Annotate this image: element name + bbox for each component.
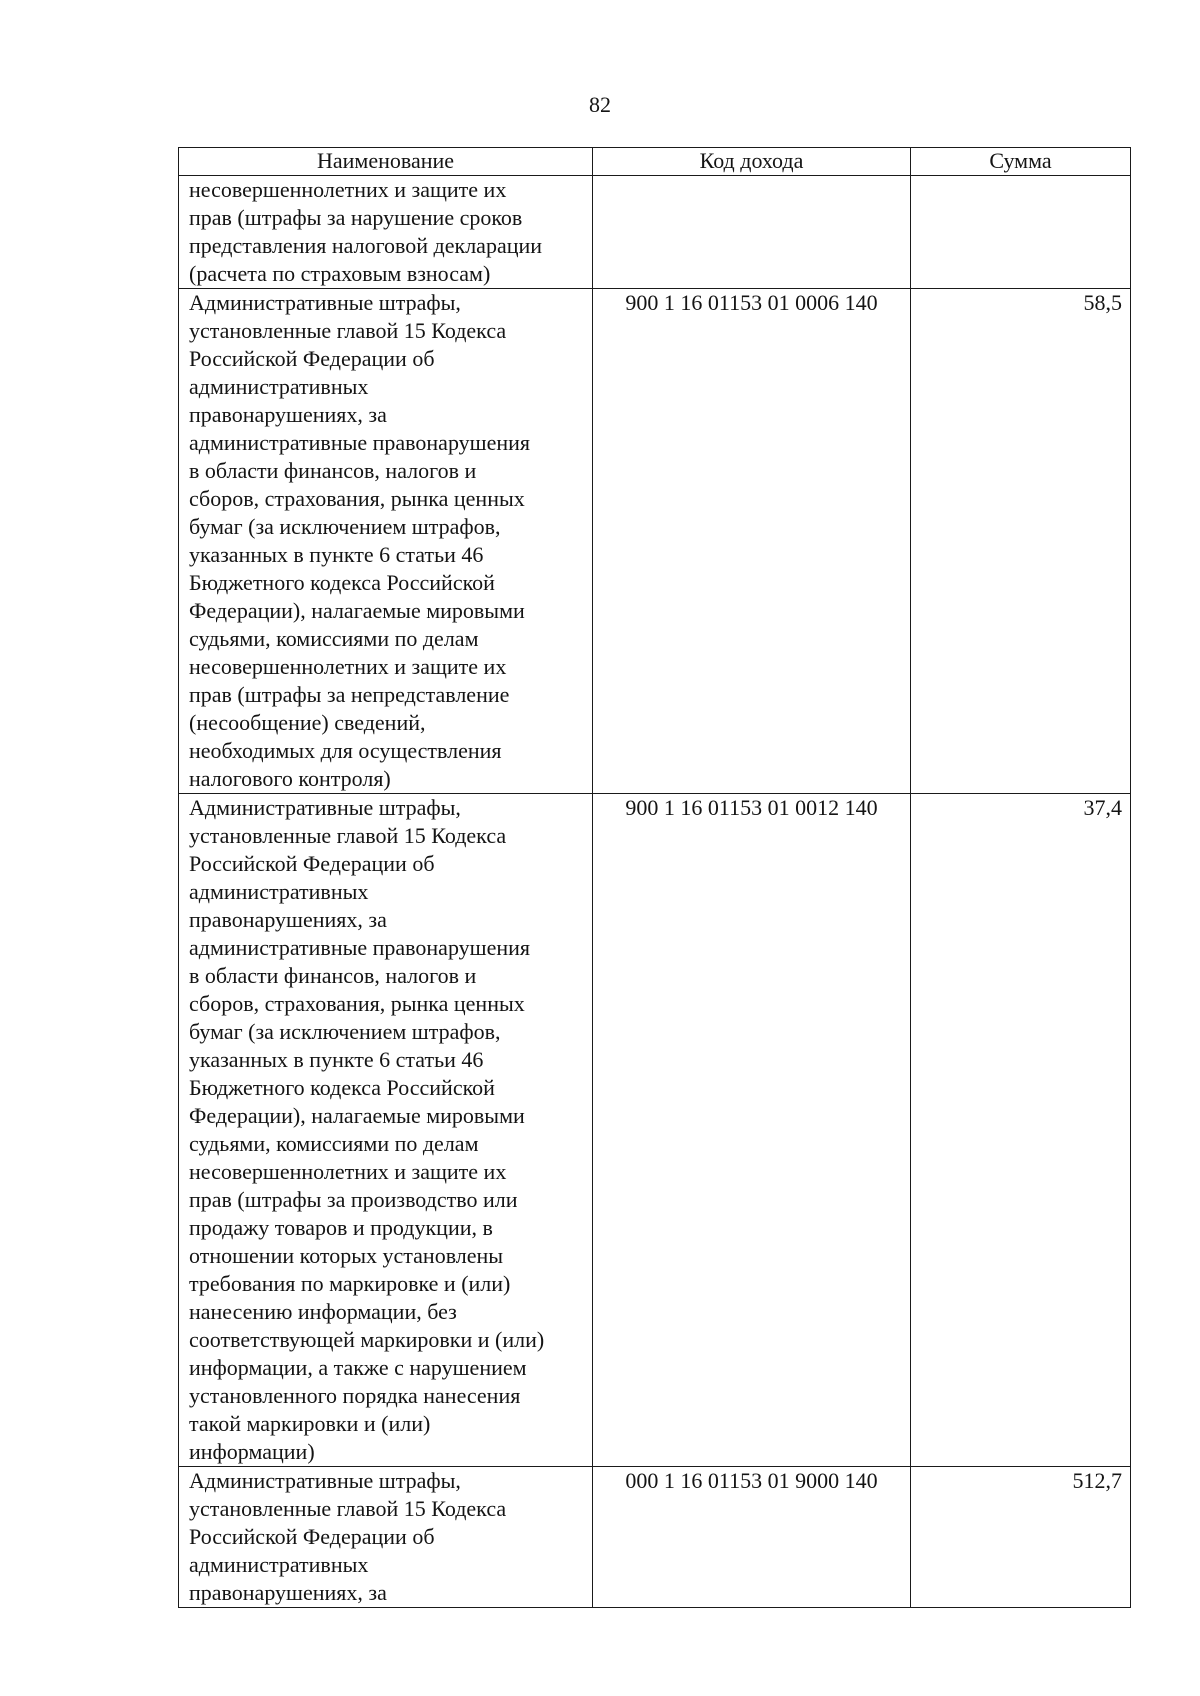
cell-name (179, 794, 593, 1467)
cell-name-line: установленные главой 15 Кодекса (189, 318, 507, 343)
cell-name-line: налогового контроля) (189, 766, 391, 791)
cell-name-line: в области финансов, налогов и (189, 963, 477, 988)
cell-name (179, 176, 593, 289)
cell-name-line: Федерации), налагаемые мировыми (189, 598, 525, 623)
cell-name-line: отношении которых установлены (189, 1243, 504, 1268)
cell-name-line: информации) (189, 1439, 315, 1464)
cell-name-line: несовершеннолетних и защите их (189, 177, 507, 202)
cell-revenue-code: 900 1 16 01153 01 0006 140 (593, 289, 911, 794)
cell-name-line: (расчета по страховым взносам) (189, 261, 491, 286)
cell-name-line: сборов, страхования, рынка ценных (189, 486, 525, 511)
cell-name-line: установленные главой 15 Кодекса (189, 823, 507, 848)
cell-name-line: административных (189, 879, 369, 904)
cell-name-line: правонарушениях, за (189, 402, 387, 427)
table-body (179, 176, 1131, 1608)
cell-name-line: нанесению информации, без (189, 1299, 457, 1324)
cell-name-line: несовершеннолетних и защите их (189, 1159, 507, 1184)
cell-revenue-code: 900 1 16 01153 01 0012 140 (593, 794, 911, 1467)
cell-name-line: установленные главой 15 Кодекса (189, 1496, 507, 1521)
cell-name-line: представления налоговой декларации (189, 233, 543, 258)
cell-name-line: несовершеннолетних и защите их (189, 654, 507, 679)
cell-name-line: Российской Федерации об (189, 1524, 435, 1549)
cell-name (179, 1467, 593, 1608)
cell-name-text (189, 1467, 588, 1607)
cell-name-line: Бюджетного кодекса Российской (189, 570, 495, 595)
table-row (179, 1467, 1131, 1608)
cell-name-line: административных (189, 374, 369, 399)
cell-name-line: судьями, комиссиями по делам (189, 626, 479, 651)
cell-name-line: Российской Федерации об (189, 346, 435, 371)
cell-name-line: правонарушениях, за (189, 1580, 387, 1605)
cell-name-line: указанных в пункте 6 статьи 46 (189, 1047, 484, 1072)
cell-name-line: необходимых для осуществления (189, 738, 502, 763)
cell-name-line: соответствующей маркировки и (или) (189, 1327, 545, 1352)
cell-name-line: продажу товаров и продукции, в (189, 1215, 493, 1240)
cell-name-line: сборов, страхования, рынка ценных (189, 991, 525, 1016)
cell-name-line: прав (штрафы за производство или (189, 1187, 518, 1212)
column-header-code: Код дохода (593, 148, 911, 176)
table-header-row (179, 148, 1131, 176)
cell-name-line: указанных в пункте 6 статьи 46 (189, 542, 484, 567)
cell-name (179, 289, 593, 794)
table-row (179, 794, 1131, 1467)
cell-name-text (189, 794, 588, 1466)
cell-name-line: прав (штрафы за непредставление (189, 682, 510, 707)
cell-sum: 37,4 (911, 794, 1131, 1467)
cell-name-line: в области финансов, налогов и (189, 458, 477, 483)
cell-name-line: административные правонарушения (189, 935, 531, 960)
cell-revenue-code (593, 176, 911, 289)
cell-name-line: Российской Федерации об (189, 851, 435, 876)
cell-name-line: судьями, комиссиями по делам (189, 1131, 479, 1156)
table-row (179, 176, 1131, 289)
cell-revenue-code: 000 1 16 01153 01 9000 140 (593, 1467, 911, 1608)
revenue-table (178, 147, 1131, 1608)
cell-name-line: правонарушениях, за (189, 907, 387, 932)
cell-name-line: информации, а также с нарушением (189, 1355, 527, 1380)
cell-name-text (189, 289, 588, 793)
cell-name-line: требования по маркировке и (или) (189, 1271, 511, 1296)
cell-name-text (189, 176, 588, 288)
page-number: 82 (589, 92, 611, 117)
table-row (179, 289, 1131, 794)
cell-name-line: Бюджетного кодекса Российской (189, 1075, 495, 1100)
column-header-name: Наименование (179, 148, 593, 176)
cell-name-line: Административные штрафы, (189, 1468, 461, 1493)
cell-name-line: прав (штрафы за нарушение сроков (189, 205, 523, 230)
cell-name-line: Федерации), налагаемые мировыми (189, 1103, 525, 1128)
revenue-table-container (178, 147, 1130, 1608)
cell-name-line: бумаг (за исключением штрафов, (189, 1019, 501, 1044)
cell-sum (911, 176, 1131, 289)
cell-name-line: бумаг (за исключением штрафов, (189, 514, 501, 539)
cell-sum: 512,7 (911, 1467, 1131, 1608)
cell-name-line: Административные штрафы, (189, 290, 461, 315)
cell-name-line: административных (189, 1552, 369, 1577)
cell-name-line: административные правонарушения (189, 430, 531, 455)
cell-name-line: (несообщение) сведений, (189, 710, 426, 735)
cell-name-line: такой маркировки и (или) (189, 1411, 431, 1436)
column-header-sum: Сумма (911, 148, 1131, 176)
cell-name-line: установленного порядка нанесения (189, 1383, 521, 1408)
cell-name-line: Административные штрафы, (189, 795, 461, 820)
cell-sum: 58,5 (911, 289, 1131, 794)
